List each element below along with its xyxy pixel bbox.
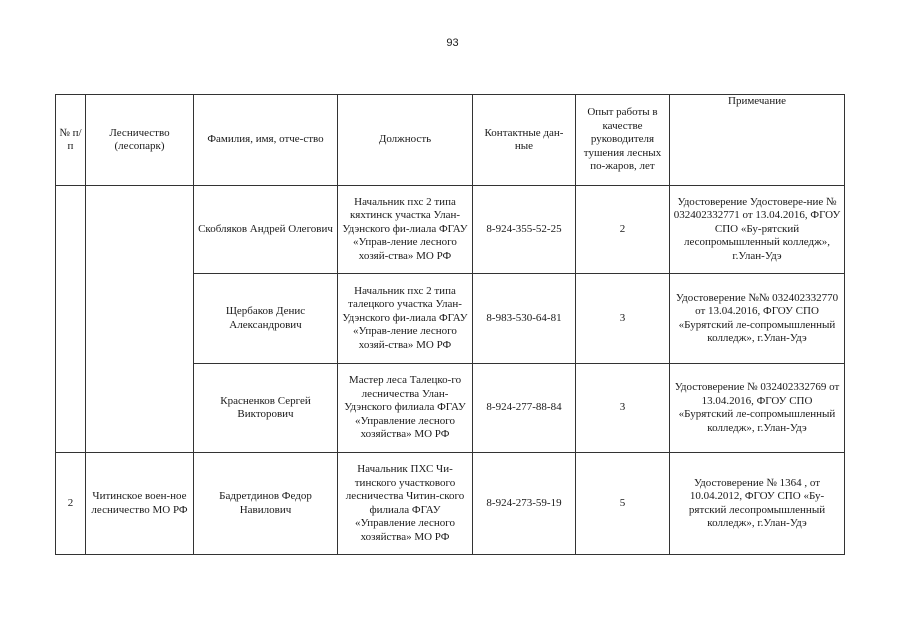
table-row bbox=[56, 453, 845, 555]
table-header-row bbox=[56, 95, 845, 186]
header-contacts: Контактные дан-ные bbox=[473, 95, 576, 186]
cell-note: Удостоверение №№ 032402332770 от 13.04.2016, ФГОУ СПО «Бурятский ле-сопромышленный колледж», г.Улан-Удэ bbox=[670, 274, 845, 364]
cell-note: Удостоверение Удостовере-ние № 032402332771 от 13.04.2016, ФГОУ СПО «Бу-рятский лесопромышленный колледж», г.Улан-Удэ bbox=[670, 186, 845, 274]
cell-name: Щербаков Денис Александрович bbox=[194, 274, 338, 364]
header-position: Должность bbox=[338, 95, 473, 186]
cell-position: Начальник пхс 2 типа талецкого участка Улан-Удэнского фи-лиала ФГАУ «Управ-ление лесного хозяй-ства» МО РФ bbox=[338, 274, 473, 364]
cell-experience: 2 bbox=[576, 186, 670, 274]
cell-experience: 3 bbox=[576, 274, 670, 364]
cell-note: Удостоверение № 032402332769 от 13.04.2016, ФГОУ СПО «Бурятский ле-сопромышленный колледж», г.Улан-Удэ bbox=[670, 364, 845, 453]
cell-experience: 3 bbox=[576, 364, 670, 453]
header-note: Примечание bbox=[670, 95, 845, 186]
firefighting-leaders-table bbox=[55, 94, 845, 555]
cell-forestry bbox=[86, 186, 194, 453]
cell-forestry: Читинское воен-ное лесничество МО РФ bbox=[86, 453, 194, 555]
cell-name: Скобляков Андрей Олегович bbox=[194, 186, 338, 274]
table-row bbox=[56, 186, 845, 274]
page-number: 93 bbox=[446, 37, 459, 49]
header-experience: Опыт работы в качестве руководителя тушения лесных по-жаров, лет bbox=[576, 95, 670, 186]
header-name: Фамилия, имя, отче-ство bbox=[194, 95, 338, 186]
header-num: № п/п bbox=[56, 95, 86, 186]
cell-phone: 8-983-530-64-81 bbox=[473, 274, 576, 364]
cell-name: Бадретдинов Федор Навилович bbox=[194, 453, 338, 555]
cell-note: Удостоверение № 1364 , от 10.04.2012, ФГОУ СПО «Бу-рятский лесопромышленный колледж», г.Улан-Удэ bbox=[670, 453, 845, 555]
cell-phone: 8-924-273-59-19 bbox=[473, 453, 576, 555]
cell-num: 2 bbox=[56, 453, 86, 555]
cell-num bbox=[56, 186, 86, 453]
header-forestry: Лесничество (лесопарк) bbox=[86, 95, 194, 186]
cell-phone: 8-924-277-88-84 bbox=[473, 364, 576, 453]
cell-position: Начальник пхс 2 типа кяхтинск участка Улан-Удэнского фи-лиала ФГАУ «Управ-ление лесного хозяй-ства» МО РФ bbox=[338, 186, 473, 274]
cell-experience: 5 bbox=[576, 453, 670, 555]
cell-name: Красненков Сергей Викторович bbox=[194, 364, 338, 453]
cell-position: Начальник ПХС Чи-тинского участкового лесничества Читин-ского филиала ФГАУ «Управление лесного хозяйства» МО РФ bbox=[338, 453, 473, 555]
cell-phone: 8-924-355-52-25 bbox=[473, 186, 576, 274]
cell-position: Мастер леса Талецко-го лесничества Улан-Удэнского филиала ФГАУ «Управление лесного хозяйства» МО РФ bbox=[338, 364, 473, 453]
